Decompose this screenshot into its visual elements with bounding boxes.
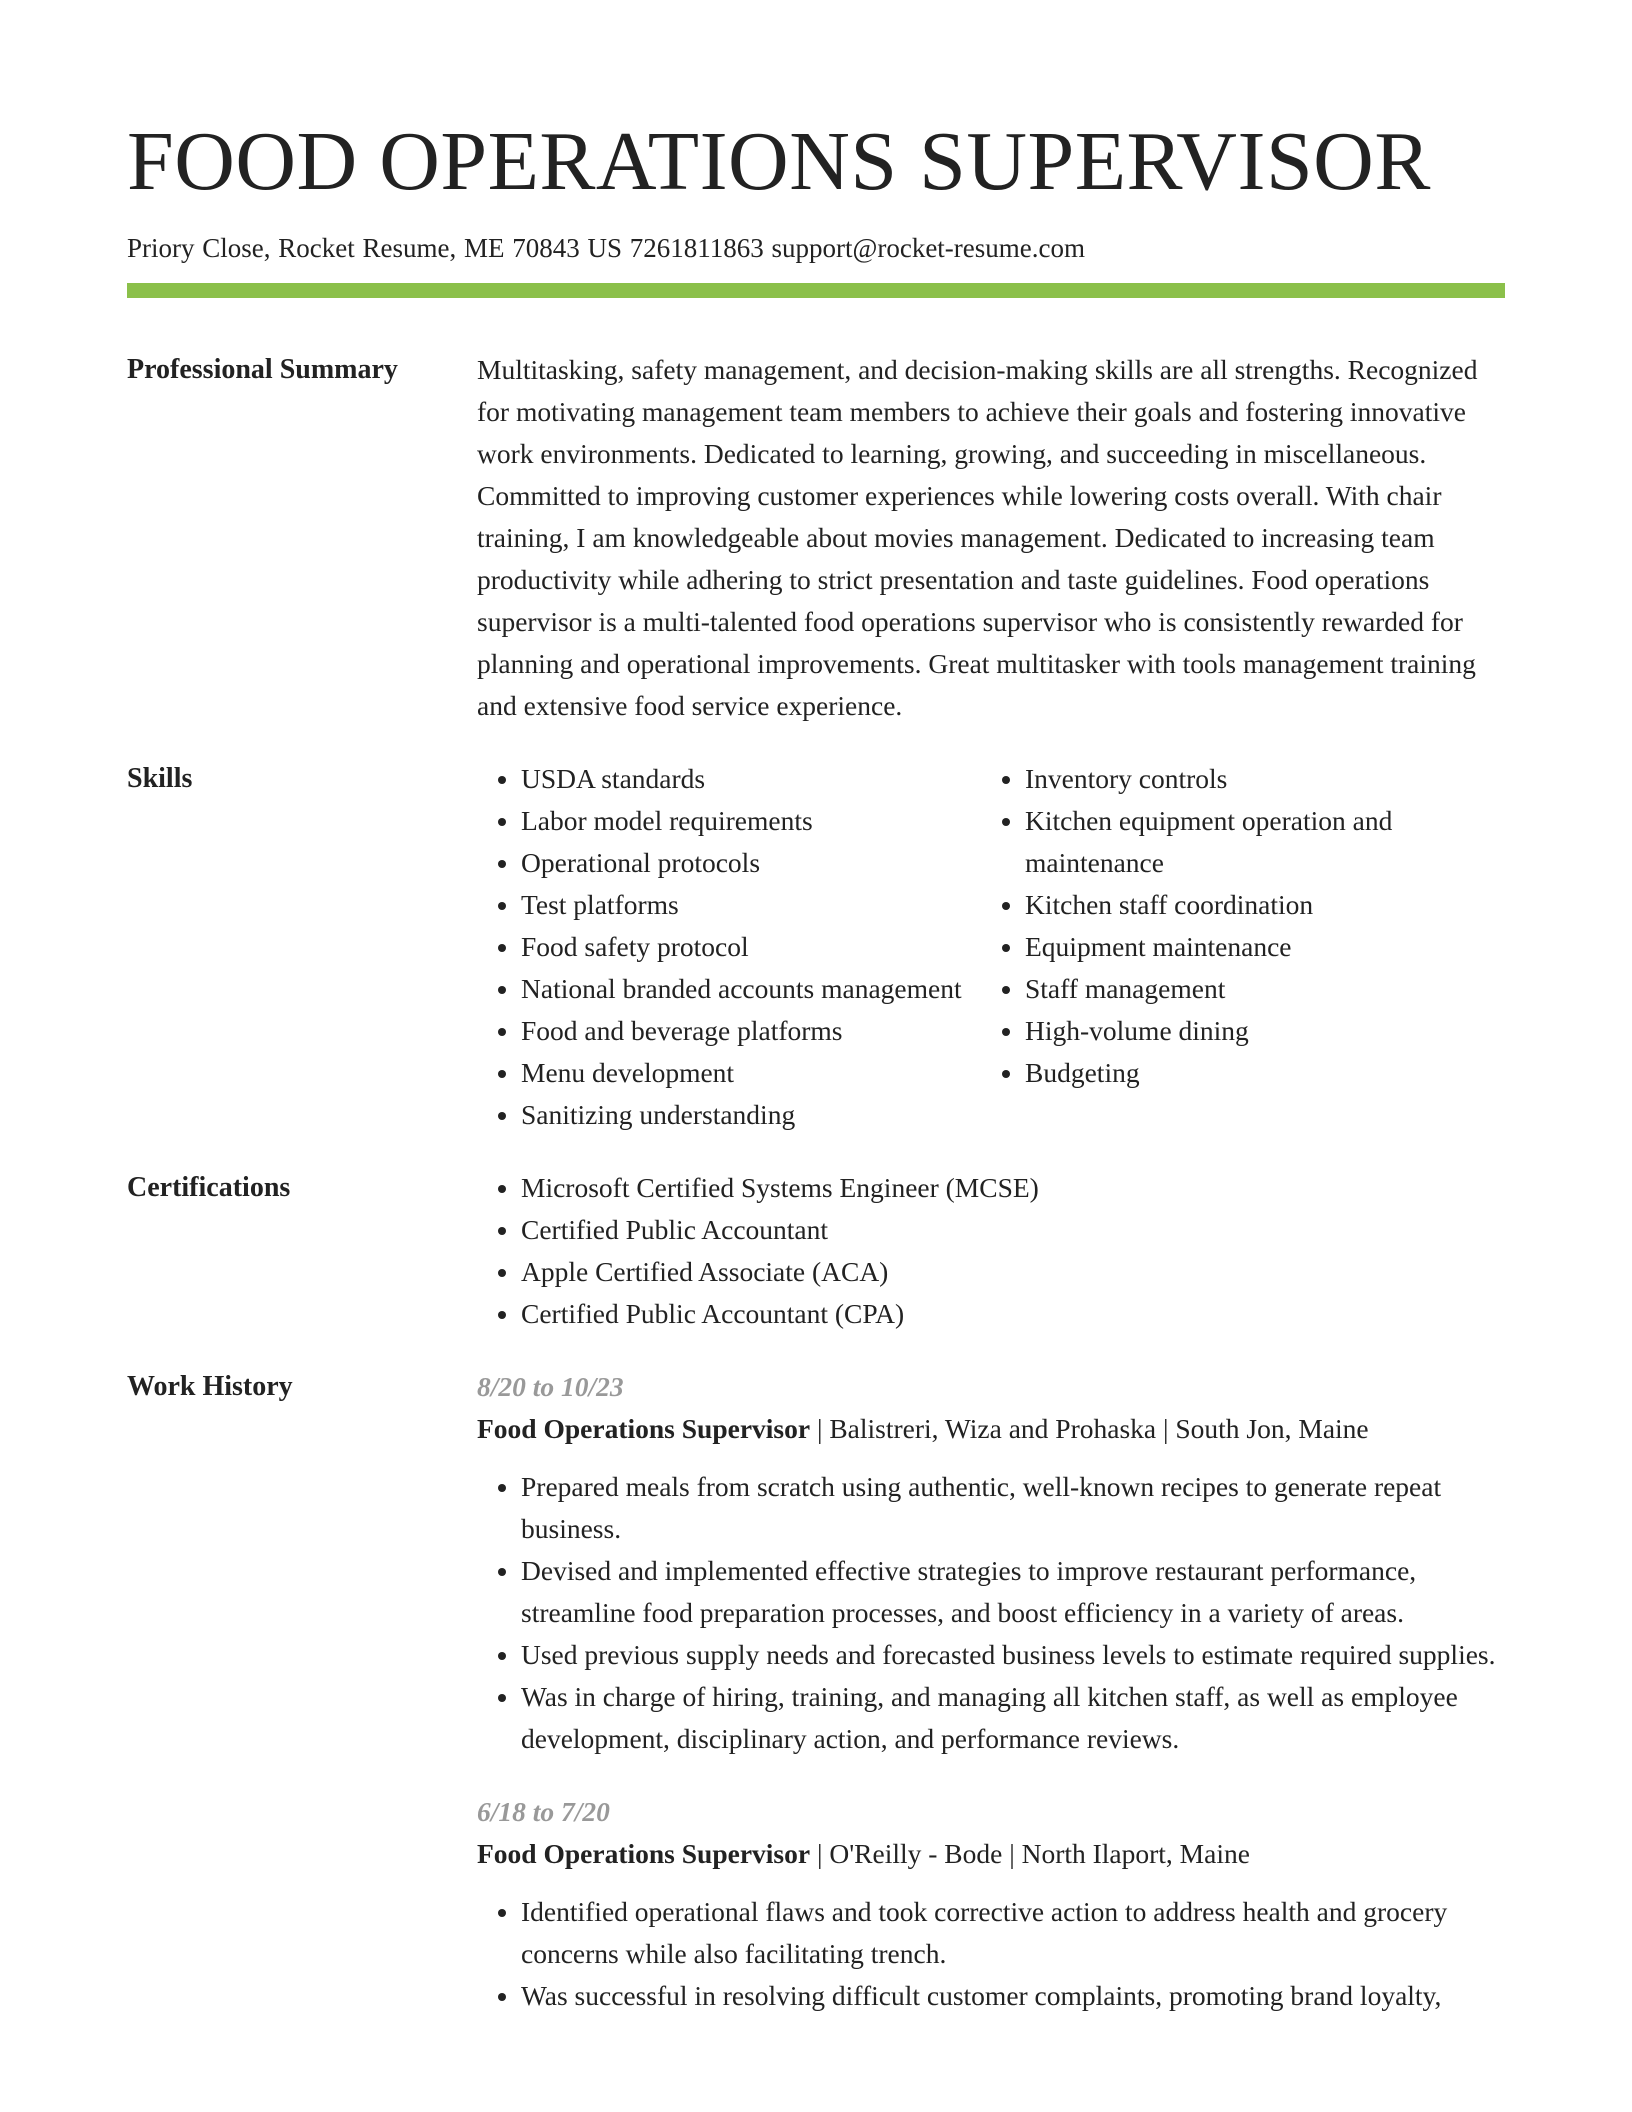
skill-item: • USDA standards xyxy=(521,758,981,800)
skills-section xyxy=(127,758,1505,1136)
skill-item: • Labor model requirements xyxy=(521,800,981,842)
contact-address: Priory Close, Rocket Resume, ME 70843 US xyxy=(127,233,622,263)
skill-item: • Kitchen equipment operation and maintenance xyxy=(1025,800,1425,884)
job-heading xyxy=(477,1833,1505,1875)
skill-item: • Budgeting xyxy=(1025,1052,1505,1094)
resume-header xyxy=(127,115,1505,298)
job-bullet: • Used previous supply needs and forecasted business levels to estimate required supplies. xyxy=(521,1634,1505,1676)
certification-item: • Certified Public Accountant (CPA) xyxy=(521,1293,1505,1335)
contact-line xyxy=(127,232,1505,264)
skill-item: • High-volume dining xyxy=(1025,1010,1505,1052)
job-bullet: • Prepared meals from scratch using authentic, well-known recipes to generate repeat business. xyxy=(521,1466,1505,1550)
skill-item: • Food and beverage platforms xyxy=(521,1010,981,1052)
certifications-list xyxy=(477,1167,1505,1335)
job-bullet: • Devised and implemented effective strategies to improve restaurant performance, streamline food preparation processes, and boost efficiency in a variety of areas. xyxy=(521,1550,1505,1634)
work-history-heading: Work History xyxy=(127,1371,293,1403)
skill-item: • Food safety protocol xyxy=(521,926,981,968)
contact-phone: 7261811863 xyxy=(629,233,764,263)
skills-heading: Skills xyxy=(127,763,193,795)
job-dates: 6/18 to 7/20 xyxy=(477,1796,610,1828)
job-bullets xyxy=(477,1466,1505,1760)
certifications-heading: Certifications xyxy=(127,1172,291,1204)
job-heading xyxy=(477,1408,1505,1450)
job-employer-location: | Balistreri, Wiza and Prohaska | South Jon, Maine xyxy=(810,1413,1369,1445)
skill-item: • Sanitizing understanding xyxy=(521,1094,981,1136)
skill-item: • Operational protocols xyxy=(521,842,981,884)
skills-column-1 xyxy=(477,758,981,1136)
candidate-name: FOOD OPERATIONS SUPERVISOR xyxy=(127,115,1431,208)
skills-column-2 xyxy=(981,758,1505,1136)
skill-item: • National branded accounts management xyxy=(521,968,981,1010)
job-employer-location: | O'Reilly - Bode | North Ilaport, Maine xyxy=(810,1838,1250,1870)
job-entry xyxy=(477,1791,1505,2017)
job-bullet: • Was in charge of hiring, training, and managing all kitchen staff, as well as employee development, disciplinary action, and performance reviews. xyxy=(521,1676,1505,1760)
job-dates: 8/20 to 10/23 xyxy=(477,1371,624,1403)
job-bullet: • Was successful in resolving difficult customer complaints, promoting brand loyalty, xyxy=(521,1975,1505,2017)
skill-item: • Kitchen staff coordination xyxy=(1025,884,1505,926)
summary-heading: Professional Summary xyxy=(127,354,398,386)
skill-item: • Test platforms xyxy=(521,884,981,926)
job-title: Food Operations Supervisor xyxy=(477,1838,811,1870)
job-bullet: • Identified operational flaws and took corrective action to address health and grocery concerns while also facilitating trench. xyxy=(521,1891,1505,1975)
skills-lists xyxy=(477,758,1505,1136)
resume-sections xyxy=(127,349,1505,2017)
summary-section xyxy=(127,349,1505,727)
certifications-section xyxy=(127,1167,1505,1335)
certification-item: • Certified Public Accountant xyxy=(521,1209,1505,1251)
skill-item: • Menu development xyxy=(521,1052,981,1094)
job-title: Food Operations Supervisor xyxy=(477,1413,811,1445)
summary-text: Multitasking, safety management, and decision-making skills are all strengths. Recognized for motivating management team members to achieve their goals and fostering innovative work environments. Dedicated to learning, growing, and succeeding in miscellaneous. Committed to improving customer experiences while lowering costs overall. With chair training, I am knowledgeable about movies management. Dedicated to increasing team productivity while adhering to strict presentation and taste guidelines. Food operations supervisor is a multi-talented food operations supervisor who is consistently rewarded for planning and operational improvements. Great multitasker with tools management training and extensive food service experience. xyxy=(477,354,1478,722)
header-divider xyxy=(127,283,1505,298)
skill-item: • Staff management xyxy=(1025,968,1505,1010)
certification-item: • Apple Certified Associate (ACA) xyxy=(521,1251,1505,1293)
skill-item: • Equipment maintenance xyxy=(1025,926,1505,968)
contact-email[interactable]: support@rocket-resume.com xyxy=(771,233,1086,263)
work-history-section xyxy=(127,1366,1505,2017)
certification-item: • Microsoft Certified Systems Engineer (MCSE) xyxy=(521,1167,1505,1209)
job-entry xyxy=(477,1366,1505,1760)
job-bullets xyxy=(477,1891,1505,2017)
work-history-list xyxy=(477,1366,1505,2017)
skill-item: • Inventory controls xyxy=(1025,758,1505,800)
